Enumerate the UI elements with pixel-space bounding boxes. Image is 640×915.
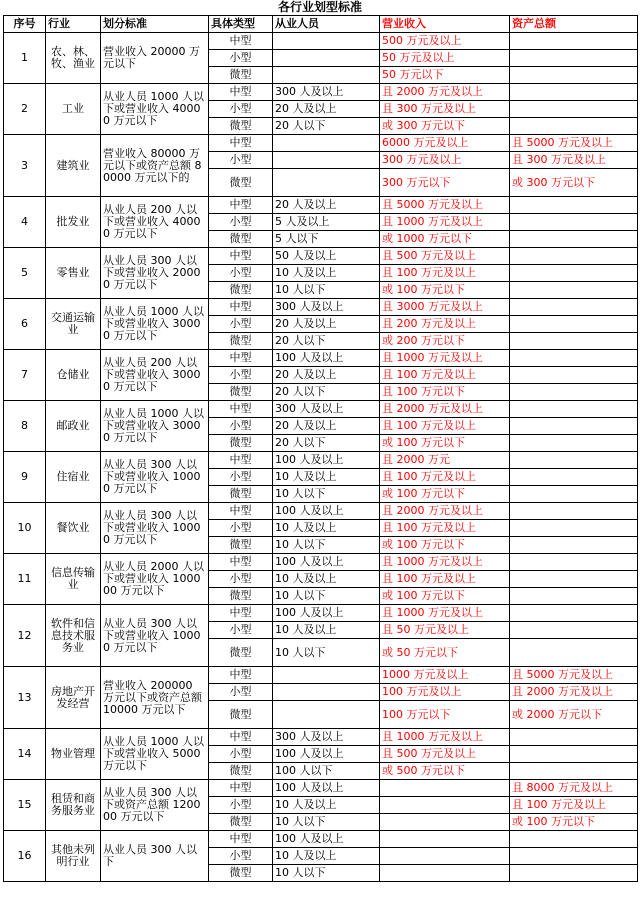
employees-cell: 10 人及以上 — [273, 848, 380, 865]
revenue-cell — [380, 848, 510, 865]
employees-cell: 20 人及以上 — [273, 101, 380, 118]
row-number: 5 — [4, 248, 46, 299]
assets-cell: 或 100 万元以下 — [510, 814, 638, 831]
standard-cell: 从业人员 2000 人以下或营业收入 100000 万元以下 — [101, 554, 209, 605]
table-body — [4, 33, 638, 882]
employees-cell — [273, 152, 380, 169]
standard-cell: 从业人员 300 人以下或资产总额 120000 万元以下 — [101, 780, 209, 831]
industry-cell: 农、林、牧、渔业 — [46, 33, 101, 84]
standard-cell: 从业人员 200 人以下或营业收入 30000 万元以下 — [101, 350, 209, 401]
classification-table — [3, 15, 638, 882]
employees-cell: 100 人及以上 — [273, 605, 380, 622]
revenue-cell: 300 万元及以上 — [380, 152, 510, 169]
assets-cell: 且 300 万元及以上 — [510, 152, 638, 169]
assets-cell — [510, 435, 638, 452]
assets-cell — [510, 848, 638, 865]
employees-cell: 10 人及以上 — [273, 622, 380, 639]
table-row — [4, 667, 638, 684]
employees-cell — [273, 667, 380, 684]
employees-cell — [273, 169, 380, 197]
assets-cell — [510, 384, 638, 401]
revenue-cell: 或 100 万元以下 — [380, 435, 510, 452]
type-cell: 中型 — [209, 503, 273, 520]
revenue-cell: 且 100 万元及以上 — [380, 520, 510, 537]
revenue-cell: 且 100 万元及以上 — [380, 469, 510, 486]
employees-cell: 50 人及以上 — [273, 248, 380, 265]
revenue-cell: 且 100 万元及以上 — [380, 571, 510, 588]
employees-cell: 10 人以下 — [273, 814, 380, 831]
employees-cell: 100 人及以上 — [273, 452, 380, 469]
employees-cell: 10 人及以上 — [273, 797, 380, 814]
row-number: 8 — [4, 401, 46, 452]
assets-cell — [510, 746, 638, 763]
assets-cell — [510, 503, 638, 520]
assets-cell: 且 8000 万元及以上 — [510, 780, 638, 797]
employees-cell: 20 人以下 — [273, 333, 380, 350]
standard-cell: 从业人员 300 人以下或营业收入 20000 万元以下 — [101, 248, 209, 299]
assets-cell — [510, 639, 638, 667]
revenue-cell: 50 万元以下 — [380, 67, 510, 84]
type-cell: 小型 — [209, 316, 273, 333]
type-cell: 小型 — [209, 367, 273, 384]
employees-cell: 10 人以下 — [273, 486, 380, 503]
type-cell: 微型 — [209, 537, 273, 554]
standard-cell: 从业人员 1000 人以下或营业收入 30000 万元以下 — [101, 401, 209, 452]
type-cell: 微型 — [209, 384, 273, 401]
revenue-cell: 且 100 万元及以上 — [380, 265, 510, 282]
type-cell: 微型 — [209, 486, 273, 503]
revenue-cell: 且 100 万元及以上 — [380, 418, 510, 435]
employees-cell: 100 人及以上 — [273, 350, 380, 367]
table-row — [4, 452, 638, 469]
assets-cell — [510, 763, 638, 780]
standard-cell: 从业人员 1000 人以下或营业收入 30000 万元以下 — [101, 299, 209, 350]
type-cell: 中型 — [209, 299, 273, 316]
employees-cell — [273, 701, 380, 729]
assets-cell — [510, 84, 638, 101]
table-row — [4, 831, 638, 848]
table-row — [4, 780, 638, 797]
type-cell: 微型 — [209, 435, 273, 452]
type-cell: 微型 — [209, 639, 273, 667]
revenue-cell: 且 5000 万元及以上 — [380, 197, 510, 214]
employees-cell: 5 人以下 — [273, 231, 380, 248]
assets-cell: 且 2000 万元及以上 — [510, 684, 638, 701]
assets-cell — [510, 831, 638, 848]
row-number: 6 — [4, 299, 46, 350]
employees-cell: 10 人以下 — [273, 588, 380, 605]
type-cell: 微型 — [209, 763, 273, 780]
assets-cell — [510, 333, 638, 350]
table-row — [4, 135, 638, 152]
row-number: 10 — [4, 503, 46, 554]
revenue-cell — [380, 780, 510, 797]
standard-cell: 从业人员 300 人以下或营业收入 10000 万元以下 — [101, 605, 209, 667]
assets-cell — [510, 452, 638, 469]
employees-cell: 300 人及以上 — [273, 299, 380, 316]
revenue-cell: 或 300 万元以下 — [380, 118, 510, 135]
row-number: 16 — [4, 831, 46, 882]
assets-cell: 或 300 万元以下 — [510, 169, 638, 197]
type-cell: 中型 — [209, 401, 273, 418]
revenue-cell: 100 万元及以上 — [380, 684, 510, 701]
revenue-cell: 且 500 万元及以上 — [380, 248, 510, 265]
type-cell: 小型 — [209, 684, 273, 701]
standard-cell: 营业收入 200000 万元以下或资产总额 10000 万元以下 — [101, 667, 209, 729]
revenue-cell — [380, 814, 510, 831]
employees-cell: 100 人及以上 — [273, 780, 380, 797]
employees-cell: 10 人以下 — [273, 537, 380, 554]
standard-cell: 从业人员 200 人以下或营业收入 40000 万元以下 — [101, 197, 209, 248]
employees-cell — [273, 67, 380, 84]
assets-cell — [510, 50, 638, 67]
type-cell: 小型 — [209, 622, 273, 639]
employees-cell: 100 人以下 — [273, 763, 380, 780]
employees-cell: 10 人及以上 — [273, 469, 380, 486]
standard-cell: 从业人员 300 人以下 — [101, 831, 209, 882]
type-cell: 中型 — [209, 605, 273, 622]
assets-cell — [510, 282, 638, 299]
assets-cell: 且 5000 万元及以上 — [510, 135, 638, 152]
revenue-cell: 且 1000 万元及以上 — [380, 554, 510, 571]
type-cell: 微型 — [209, 118, 273, 135]
type-cell: 中型 — [209, 84, 273, 101]
assets-cell — [510, 214, 638, 231]
employees-cell: 300 人及以上 — [273, 729, 380, 746]
assets-cell — [510, 865, 638, 882]
table-row — [4, 84, 638, 101]
type-cell: 微型 — [209, 588, 273, 605]
revenue-cell: 且 1000 万元及以上 — [380, 214, 510, 231]
industry-cell: 交通运输业 — [46, 299, 101, 350]
header-type: 具体类型 — [209, 16, 273, 33]
standard-cell: 从业人员 1000 人以下或营业收入 5000 万元以下 — [101, 729, 209, 780]
table-row — [4, 554, 638, 571]
table-row — [4, 729, 638, 746]
employees-cell: 20 人以下 — [273, 118, 380, 135]
row-number: 3 — [4, 135, 46, 197]
revenue-cell: 50 万元及以上 — [380, 50, 510, 67]
table-row — [4, 350, 638, 367]
revenue-cell: 或 100 万元以下 — [380, 588, 510, 605]
type-cell: 小型 — [209, 214, 273, 231]
revenue-cell: 或 500 万元以下 — [380, 763, 510, 780]
assets-cell — [510, 418, 638, 435]
revenue-cell: 且 300 万元及以上 — [380, 101, 510, 118]
table-row — [4, 197, 638, 214]
header-standard: 划分标准 — [101, 16, 209, 33]
employees-cell — [273, 50, 380, 67]
row-number: 12 — [4, 605, 46, 667]
assets-cell — [510, 401, 638, 418]
assets-cell — [510, 316, 638, 333]
revenue-cell: 且 50 万元及以上 — [380, 622, 510, 639]
employees-cell: 20 人及以上 — [273, 418, 380, 435]
assets-cell: 或 2000 万元以下 — [510, 701, 638, 729]
revenue-cell: 且 200 万元及以上 — [380, 316, 510, 333]
type-cell: 小型 — [209, 520, 273, 537]
type-cell: 微型 — [209, 67, 273, 84]
revenue-cell — [380, 865, 510, 882]
assets-cell — [510, 729, 638, 746]
type-cell: 中型 — [209, 780, 273, 797]
revenue-cell: 或 100 万元以下 — [380, 486, 510, 503]
header-assets: 资产总额 — [510, 16, 638, 33]
employees-cell: 10 人及以上 — [273, 571, 380, 588]
industry-cell: 建筑业 — [46, 135, 101, 197]
revenue-cell: 或 1000 万元以下 — [380, 231, 510, 248]
revenue-cell: 且 3000 万元及以上 — [380, 299, 510, 316]
industry-cell: 软件和信息技术服务业 — [46, 605, 101, 667]
assets-cell — [510, 537, 638, 554]
type-cell: 小型 — [209, 571, 273, 588]
type-cell: 微型 — [209, 169, 273, 197]
revenue-cell: 且 500 万元及以上 — [380, 746, 510, 763]
revenue-cell: 且 2000 万元及以上 — [380, 503, 510, 520]
revenue-cell: 且 2000 万元及以上 — [380, 401, 510, 418]
header-revenue: 营业收入 — [380, 16, 510, 33]
industry-cell: 住宿业 — [46, 452, 101, 503]
standard-cell: 营业收入 80000 万元以下或资产总额 80000 万元以下的 — [101, 135, 209, 197]
page-title: 各行业划型标准 — [277, 0, 362, 14]
industry-cell: 租赁和商务服务业 — [46, 780, 101, 831]
revenue-cell: 500 万元及以上 — [380, 33, 510, 50]
revenue-cell: 1000 万元及以上 — [380, 667, 510, 684]
assets-cell — [510, 33, 638, 50]
type-cell: 中型 — [209, 831, 273, 848]
industry-cell: 房地产开发经营 — [46, 667, 101, 729]
type-cell: 中型 — [209, 33, 273, 50]
employees-cell — [273, 684, 380, 701]
type-cell: 微型 — [209, 333, 273, 350]
type-cell: 小型 — [209, 152, 273, 169]
industry-cell: 邮政业 — [46, 401, 101, 452]
row-number: 1 — [4, 33, 46, 84]
assets-cell: 且 5000 万元及以上 — [510, 667, 638, 684]
assets-cell — [510, 571, 638, 588]
revenue-cell — [380, 831, 510, 848]
table-row — [4, 503, 638, 520]
revenue-cell: 且 2000 万元及以上 — [380, 84, 510, 101]
revenue-cell: 且 1000 万元及以上 — [380, 350, 510, 367]
header-industry: 行业 — [46, 16, 101, 33]
type-cell: 中型 — [209, 248, 273, 265]
row-number: 13 — [4, 667, 46, 729]
row-number: 7 — [4, 350, 46, 401]
revenue-cell: 且 2000 万元 — [380, 452, 510, 469]
type-cell: 小型 — [209, 265, 273, 282]
row-number: 15 — [4, 780, 46, 831]
type-cell: 小型 — [209, 50, 273, 67]
assets-cell — [510, 197, 638, 214]
type-cell: 微型 — [209, 865, 273, 882]
type-cell: 微型 — [209, 282, 273, 299]
assets-cell — [510, 367, 638, 384]
type-cell: 小型 — [209, 418, 273, 435]
industry-cell: 工业 — [46, 84, 101, 135]
assets-cell — [510, 520, 638, 537]
employees-cell: 20 人及以上 — [273, 367, 380, 384]
type-cell: 小型 — [209, 469, 273, 486]
employees-cell: 20 人及以上 — [273, 197, 380, 214]
assets-cell — [510, 101, 638, 118]
assets-cell — [510, 605, 638, 622]
revenue-cell: 或 100 万元以下 — [380, 282, 510, 299]
type-cell: 中型 — [209, 452, 273, 469]
assets-cell — [510, 469, 638, 486]
revenue-cell: 300 万元以下 — [380, 169, 510, 197]
type-cell: 中型 — [209, 554, 273, 571]
type-cell: 微型 — [209, 814, 273, 831]
assets-cell — [510, 588, 638, 605]
employees-cell: 100 人及以上 — [273, 554, 380, 571]
employees-cell: 10 人以下 — [273, 639, 380, 667]
table-row — [4, 248, 638, 265]
industry-cell: 批发业 — [46, 197, 101, 248]
revenue-cell — [380, 797, 510, 814]
employees-cell: 300 人及以上 — [273, 84, 380, 101]
employees-cell: 10 人以下 — [273, 865, 380, 882]
assets-cell — [510, 486, 638, 503]
industry-cell: 餐饮业 — [46, 503, 101, 554]
row-number: 14 — [4, 729, 46, 780]
standard-cell: 营业收入 20000 万元以下 — [101, 33, 209, 84]
revenue-cell: 且 1000 万元及以上 — [380, 605, 510, 622]
employees-cell: 100 人及以上 — [273, 831, 380, 848]
type-cell: 小型 — [209, 101, 273, 118]
type-cell: 中型 — [209, 197, 273, 214]
employees-cell: 10 人及以上 — [273, 520, 380, 537]
assets-cell — [510, 622, 638, 639]
revenue-cell: 或 100 万元以下 — [380, 537, 510, 554]
employees-cell: 100 人及以上 — [273, 503, 380, 520]
revenue-cell: 或 200 万元以下 — [380, 333, 510, 350]
type-cell: 微型 — [209, 701, 273, 729]
employees-cell: 10 人及以上 — [273, 265, 380, 282]
revenue-cell: 100 万元以下 — [380, 701, 510, 729]
assets-cell — [510, 299, 638, 316]
employees-cell: 20 人及以上 — [273, 316, 380, 333]
type-cell: 微型 — [209, 231, 273, 248]
revenue-cell: 且 100 万元以下 — [380, 384, 510, 401]
assets-cell — [510, 350, 638, 367]
employees-cell: 20 人以下 — [273, 435, 380, 452]
standard-cell: 从业人员 1000 人以下或营业收入 40000 万元以下 — [101, 84, 209, 135]
employees-cell — [273, 33, 380, 50]
industry-cell: 仓储业 — [46, 350, 101, 401]
type-cell: 小型 — [209, 848, 273, 865]
type-cell: 小型 — [209, 797, 273, 814]
assets-cell — [510, 118, 638, 135]
assets-cell — [510, 67, 638, 84]
type-cell: 中型 — [209, 729, 273, 746]
assets-cell — [510, 554, 638, 571]
row-number: 2 — [4, 84, 46, 135]
standard-cell: 从业人员 300 人以下或营业收入 10000 万元以下 — [101, 452, 209, 503]
industry-cell: 零售业 — [46, 248, 101, 299]
revenue-cell: 且 1000 万元及以上 — [380, 729, 510, 746]
table-row — [4, 605, 638, 622]
assets-cell: 且 100 万元及以上 — [510, 797, 638, 814]
type-cell: 中型 — [209, 135, 273, 152]
table-row — [4, 33, 638, 50]
revenue-cell: 6000 万元及以上 — [380, 135, 510, 152]
revenue-cell: 且 100 万元及以上 — [380, 367, 510, 384]
standard-cell: 从业人员 300 人以下或营业收入 10000 万元以下 — [101, 503, 209, 554]
industry-cell: 其他未列明行业 — [46, 831, 101, 882]
industry-cell: 信息传输业 — [46, 554, 101, 605]
table-row — [4, 401, 638, 418]
header-no: 序号 — [4, 16, 46, 33]
header-employees: 从业人员 — [273, 16, 380, 33]
type-cell: 中型 — [209, 350, 273, 367]
revenue-cell: 或 50 万元以下 — [380, 639, 510, 667]
type-cell: 中型 — [209, 667, 273, 684]
row-number: 9 — [4, 452, 46, 503]
assets-cell — [510, 265, 638, 282]
assets-cell — [510, 231, 638, 248]
employees-cell — [273, 135, 380, 152]
employees-cell: 10 人以下 — [273, 282, 380, 299]
employees-cell: 5 人及以上 — [273, 214, 380, 231]
type-cell: 小型 — [209, 746, 273, 763]
assets-cell — [510, 248, 638, 265]
table-row — [4, 299, 638, 316]
industry-cell: 物业管理 — [46, 729, 101, 780]
employees-cell: 100 人及以上 — [273, 746, 380, 763]
row-number: 11 — [4, 554, 46, 605]
row-number: 4 — [4, 197, 46, 248]
employees-cell: 20 人以下 — [273, 384, 380, 401]
employees-cell: 300 人及以上 — [273, 401, 380, 418]
